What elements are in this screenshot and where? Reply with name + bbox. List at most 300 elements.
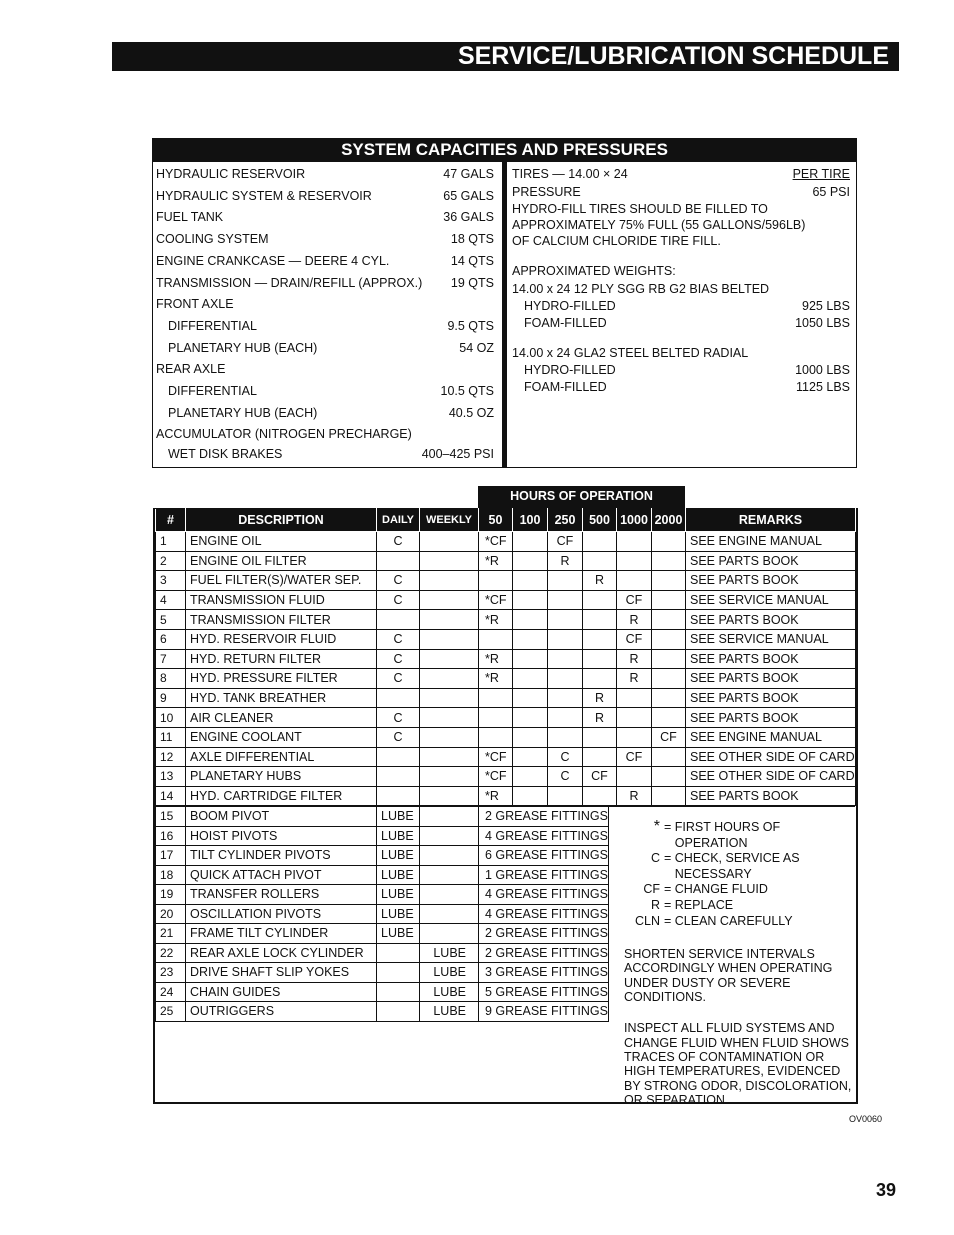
schedule-cell: SEE SERVICE MANUAL [686,629,856,649]
lube-cell: BOOM PIVOT [186,807,377,827]
schedule-cell: C [548,767,583,787]
schedule-cell: *CF [479,747,513,767]
schedule-cell [583,649,617,669]
capacity-value: 65 GALS [443,188,494,203]
capacity-row [156,381,496,403]
schedule-row [156,727,856,747]
lube-cell: 1 GREASE FITTINGS [479,865,609,885]
schedule-cell [548,629,583,649]
capacity-label: PLANETARY HUB (EACH) [168,405,318,420]
schedule-cell [513,629,548,649]
weight-label: HYDRO-FILLED [524,299,616,313]
lube-cell: 9 GREASE FITTINGS [479,1002,609,1022]
schedule-cell: C [377,629,420,649]
schedule-cell [513,571,548,591]
schedule-cell: 10 [156,708,186,728]
schedule-cell [420,649,479,669]
lube-cell: LUBE [377,865,420,885]
lube-cell: FRAME TILT CYLINDER [186,924,377,944]
schedule-header-cell: # [156,509,186,532]
schedule-cell [513,708,548,728]
lube-cell: DRIVE SHAFT SLIP YOKES [186,963,377,983]
legend-key: CF [643,882,660,897]
capacity-value: 36 GALS [443,210,494,225]
legend-equals: = [664,882,675,897]
schedule-cell [617,708,652,728]
schedule-cell [548,727,583,747]
weight-row [512,362,850,378]
schedule-row [156,688,856,708]
lube-cell: 2 GREASE FITTINGS [479,943,609,963]
schedule-cell: SEE PARTS BOOK [686,669,856,689]
schedule-header-cell: WEEKLY [420,509,479,532]
lube-cell: LUBE [377,846,420,866]
schedule-header-cell: 250 [548,509,583,532]
schedule-cell [548,669,583,689]
schedule-cell: *R [479,610,513,630]
schedule-cell [652,590,686,610]
schedule-cell [513,590,548,610]
schedule-cell [420,669,479,689]
capacity-row [156,424,496,446]
schedule-header-cell: DAILY [377,509,420,532]
weight-value: 1000 LBS [795,363,850,377]
lube-cell: 19 [156,885,186,905]
schedule-cell [583,669,617,689]
schedule-cell [513,747,548,767]
lube-cell [420,826,479,846]
schedule-cell [420,708,479,728]
schedule-cell [583,551,617,571]
weight-row [512,298,850,314]
lube-cell: TILT CYLINDER PIVOTS [186,846,377,866]
schedule-cell [583,590,617,610]
schedule-cell [617,688,652,708]
lube-cell [420,865,479,885]
lube-cell: REAR AXLE LOCK CYLINDER [186,943,377,963]
lube-row [156,885,609,905]
lube-cell: 24 [156,982,186,1002]
schedule-cell [479,629,513,649]
schedule-cell [513,610,548,630]
legend-key: * [653,818,660,835]
legend-row [620,898,852,914]
schedule-cell: *CF [479,590,513,610]
schedule-cell [513,669,548,689]
schedule-cell [583,727,617,747]
capacity-row [156,273,496,295]
legend-row [620,851,852,882]
capacity-label: HYDRAULIC SYSTEM & RESERVOIR [156,188,372,203]
lube-cell: LUBE [377,826,420,846]
lube-cell [377,1002,420,1022]
legend-key: R [650,897,660,912]
lube-cell: 2 GREASE FITTINGS [479,807,609,827]
schedule-cell [583,786,617,806]
lube-cell: HOIST PIVOTS [186,826,377,846]
schedule-header-cell: 50 [479,509,513,532]
schedule-cell: 3 [156,571,186,591]
weight-row [512,315,850,331]
lube-cell: LUBE [377,904,420,924]
schedule-row [156,786,856,806]
schedule-cell [479,571,513,591]
schedule-cell: CF [617,629,652,649]
schedule-cell: R [617,786,652,806]
schedule-cell: C [377,669,420,689]
schedule-header-cell: 100 [513,509,548,532]
schedule-cell: *R [479,551,513,571]
legend-equals: = [664,851,675,866]
legend-list [620,820,852,929]
schedule-row [156,747,856,767]
schedule-row [156,629,856,649]
schedule-cell [652,747,686,767]
schedule-cell: HYD. TANK BREATHER [186,688,377,708]
capacity-row [156,164,496,186]
schedule-cell [548,649,583,669]
legend-equals: = [664,913,675,928]
schedule-cell [583,532,617,552]
lube-cell [377,982,420,1002]
capacities-right-panel [512,166,850,395]
service-schedule-table [155,508,856,806]
capacities-heading: SYSTEM CAPACITIES AND PRESSURES [152,138,857,162]
schedule-cell [420,610,479,630]
schedule-cell [617,571,652,591]
schedule-cell [652,669,686,689]
tire1-label: 14.00 x 24 12 PLY SGG RB G2 BIAS BELTED [512,282,770,296]
schedule-cell: *R [479,649,513,669]
schedule-cell: SEE PARTS BOOK [686,551,856,571]
capacities-divider [502,162,507,468]
schedule-cell [617,727,652,747]
schedule-cell [377,610,420,630]
lube-cell: 4 GREASE FITTINGS [479,885,609,905]
schedule-cell: ENGINE COOLANT [186,727,377,747]
schedule-cell: SEE ENGINE MANUAL [686,727,856,747]
lube-cell [420,807,479,827]
capacity-row [156,359,496,381]
schedule-cell: 9 [156,688,186,708]
schedule-cell: FUEL FILTER(S)/WATER SEP. [186,571,377,591]
lube-cell [420,846,479,866]
capacity-label: TRANSMISSION — DRAIN/REFILL (APPROX.) [156,275,423,290]
capacity-row [156,338,496,360]
pressure-value: 65 PSI [812,185,850,199]
capacities-left-list [156,164,496,462]
schedule-cell [420,767,479,787]
weight-label: FOAM-FILLED [524,316,607,330]
schedule-cell [548,610,583,630]
schedule-cell [652,610,686,630]
schedule-cell: AXLE DIFFERENTIAL [186,747,377,767]
pressure-label: PRESSURE [512,185,581,199]
schedule-cell: SEE PARTS BOOK [686,688,856,708]
lube-cell [420,904,479,924]
schedule-cell [652,532,686,552]
weights-label: APPROXIMATED WEIGHTS: [512,264,676,278]
schedule-cell [479,708,513,728]
legend-key: CLN [634,913,660,928]
legend-value: CLEAN CAREFULLY [674,913,793,928]
schedule-cell [617,532,652,552]
schedule-cell [513,727,548,747]
schedule-cell [377,551,420,571]
capacity-value: 19 QTS [450,275,494,290]
schedule-cell: 11 [156,727,186,747]
legend-row [620,914,852,930]
lube-row [156,846,609,866]
capacity-label: FRONT AXLE [156,297,234,312]
lube-cell: LUBE [377,885,420,905]
schedule-cell [420,629,479,649]
inspect-note: INSPECT ALL FLUID SYSTEMS AND CHANGE FLUID WHEN FLUID SHOWS TRACES OF CONTAMINATION OR HIGH TEMPERATURES, EVIDENCED BY STRONG ODOR, DISCOLORATION, OR SEPARATION [624,1021,852,1107]
lube-row [156,826,609,846]
lube-cell [377,963,420,983]
schedule-cell: HYD. RESERVOIR FLUID [186,629,377,649]
schedule-cell: C [548,747,583,767]
schedule-cell: PLANETARY HUBS [186,767,377,787]
schedule-row [156,767,856,787]
schedule-cell: SEE PARTS BOOK [686,610,856,630]
schedule-cell: 1 [156,532,186,552]
schedule-cell [548,590,583,610]
tires-row [512,166,850,182]
lube-cell: 17 [156,846,186,866]
per-tire-label: PER TIRE [792,167,850,181]
legend-key: C [650,851,660,866]
schedule-cell [617,551,652,571]
capacity-label: ENGINE CRANKCASE — DEERE 4 CYL. [156,253,390,268]
weight-value: 1125 LBS [796,380,850,394]
lube-cell: QUICK ATTACH PIVOT [186,865,377,885]
schedule-cell: SEE SERVICE MANUAL [686,590,856,610]
schedule-header-row [156,509,856,532]
schedule-header-cell: DESCRIPTION [186,509,377,532]
weight-row [512,379,850,395]
capacity-row [156,446,496,462]
schedule-row [156,590,856,610]
lube-cell: LUBE [377,924,420,944]
capacity-label: PLANETARY HUB (EACH) [168,340,318,355]
lube-cell: 4 GREASE FITTINGS [479,826,609,846]
schedule-cell: 5 [156,610,186,630]
lube-row [156,865,609,885]
schedule-cell: HYD. RETURN FILTER [186,649,377,669]
capacity-label: COOLING SYSTEM [156,232,269,247]
schedule-cell: CF [617,747,652,767]
schedule-row [156,649,856,669]
weight-label: FOAM-FILLED [524,380,607,394]
schedule-cell: 8 [156,669,186,689]
capacity-row [156,229,496,251]
capacity-value: 40.5 OZ [448,405,494,420]
capacity-value: 14 QTS [450,253,494,268]
lube-cell: 20 [156,904,186,924]
lubrication-table [155,806,609,1022]
capacity-label: DIFFERENTIAL [168,318,257,333]
lube-row [156,807,609,827]
legend-equals: = [664,897,675,912]
schedule-cell [652,551,686,571]
schedule-cell: *CF [479,767,513,787]
schedule-header-cell: 500 [583,509,617,532]
schedule-cell [513,551,548,571]
schedule-cell [652,767,686,787]
legend-panel [620,820,852,1107]
capacity-row [156,186,496,208]
schedule-cell: HYD. PRESSURE FILTER [186,669,377,689]
lube-row [156,982,609,1002]
capacity-row [156,316,496,338]
schedule-cell [420,786,479,806]
schedule-cell [548,786,583,806]
schedule-cell: CF [583,767,617,787]
schedule-cell: *R [479,669,513,689]
schedule-cell: SEE ENGINE MANUAL [686,532,856,552]
page-title: SERVICE/LUBRICATION SCHEDULE [112,42,899,71]
capacity-value: 18 QTS [450,232,494,247]
schedule-cell [652,649,686,669]
capacity-value: 400–425 PSI [421,447,494,462]
lube-cell [377,943,420,963]
schedule-cell [548,708,583,728]
capacity-value: 54 OZ [459,340,494,355]
lube-cell: 16 [156,826,186,846]
capacity-row [156,294,496,316]
schedule-row [156,532,856,552]
schedule-row [156,669,856,689]
schedule-cell: AIR CLEANER [186,708,377,728]
lube-cell: 21 [156,924,186,944]
schedule-cell [479,727,513,747]
lube-cell: LUBE [420,963,479,983]
schedule-cell [513,688,548,708]
schedule-cell [420,532,479,552]
legend-row [620,882,852,898]
schedule-cell [583,747,617,767]
legend-row [620,820,852,851]
tire1-rows [512,298,850,331]
lube-cell: 15 [156,807,186,827]
schedule-cell: R [617,669,652,689]
schedule-cell: SEE PARTS BOOK [686,708,856,728]
schedule-cell: R [617,649,652,669]
schedule-cell [479,688,513,708]
capacity-value: 9.5 QTS [447,318,494,333]
schedule-cell: 6 [156,629,186,649]
schedule-cell: SEE PARTS BOOK [686,649,856,669]
lube-cell: OUTRIGGERS [186,1002,377,1022]
capacity-row [156,403,496,425]
capacity-value [494,359,496,381]
schedule-cell: TRANSMISSION FLUID [186,590,377,610]
schedule-cell [548,571,583,591]
schedule-cell: C [377,708,420,728]
lube-cell: 23 [156,963,186,983]
schedule-cell [513,786,548,806]
schedule-cell: 2 [156,551,186,571]
schedule-header-cell: 2000 [652,509,686,532]
schedule-cell: SEE OTHER SIDE OF CARD [686,767,856,787]
lube-cell: LUBE [420,943,479,963]
schedule-cell: C [377,571,420,591]
lube-cell: OSCILLATION PIVOTS [186,904,377,924]
capacity-label: DIFFERENTIAL [168,384,257,399]
hydro-note-3: OF CALCIUM CHLORIDE TIRE FILL. [512,234,721,248]
capacity-label: HYDRAULIC RESERVOIR [156,167,306,181]
schedule-cell [548,688,583,708]
capacity-label: ACCUMULATOR (NITROGEN PRECHARGE) [156,427,412,442]
lube-row [156,943,609,963]
schedule-row [156,571,856,591]
schedule-cell: C [377,590,420,610]
legend-value: CHECK, SERVICE AS NECESSARY [674,851,800,881]
capacity-value [494,424,496,446]
schedule-cell [420,590,479,610]
schedule-cell [617,767,652,787]
schedule-cell: SEE PARTS BOOK [686,786,856,806]
schedule-cell: R [548,551,583,571]
schedule-cell: HYD. CARTRIDGE FILTER [186,786,377,806]
hydro-note-1: HYDRO-FILL TIRES SHOULD BE FILLED TO [512,202,768,216]
lube-cell: LUBE [420,1002,479,1022]
lube-cell: LUBE [420,982,479,1002]
schedule-cell [652,708,686,728]
lube-cell: 18 [156,865,186,885]
schedule-cell: CF [548,532,583,552]
schedule-cell: R [617,610,652,630]
schedule-cell: SEE OTHER SIDE OF CARD [686,747,856,767]
schedule-cell [583,629,617,649]
schedule-row [156,610,856,630]
weight-label: HYDRO-FILLED [524,363,616,377]
schedule-cell: TRANSMISSION FILTER [186,610,377,630]
schedule-cell: CF [652,727,686,747]
schedule-cell: *CF [479,532,513,552]
lube-cell: LUBE [377,807,420,827]
schedule-cell: 14 [156,786,186,806]
lube-row [156,904,609,924]
schedule-cell [513,767,548,787]
lube-cell: TRANSFER ROLLERS [186,885,377,905]
schedule-cell: ENGINE OIL FILTER [186,551,377,571]
schedule-cell [583,610,617,630]
lube-cell: 22 [156,943,186,963]
lube-cell: 2 GREASE FITTINGS [479,924,609,944]
capacity-row [156,207,496,229]
schedule-cell [420,727,479,747]
tire2-label: 14.00 x 24 GLA2 STEEL BELTED RADIAL [512,346,749,360]
schedule-cell [377,747,420,767]
schedule-header-cell: 1000 [617,509,652,532]
schedule-cell [652,786,686,806]
capacity-label: REAR AXLE [156,362,226,377]
weight-value: 1050 LBS [795,316,850,330]
schedule-cell: 12 [156,747,186,767]
schedule-cell: CF [617,590,652,610]
legend-equals: = [664,820,675,834]
lube-cell: 3 GREASE FITTINGS [479,963,609,983]
schedule-row [156,551,856,571]
schedule-cell: R [583,688,617,708]
lube-cell [420,885,479,905]
schedule-cell [652,629,686,649]
lube-cell: 4 GREASE FITTINGS [479,904,609,924]
capacity-value: 47 GALS [443,167,494,181]
schedule-cell: C [377,649,420,669]
